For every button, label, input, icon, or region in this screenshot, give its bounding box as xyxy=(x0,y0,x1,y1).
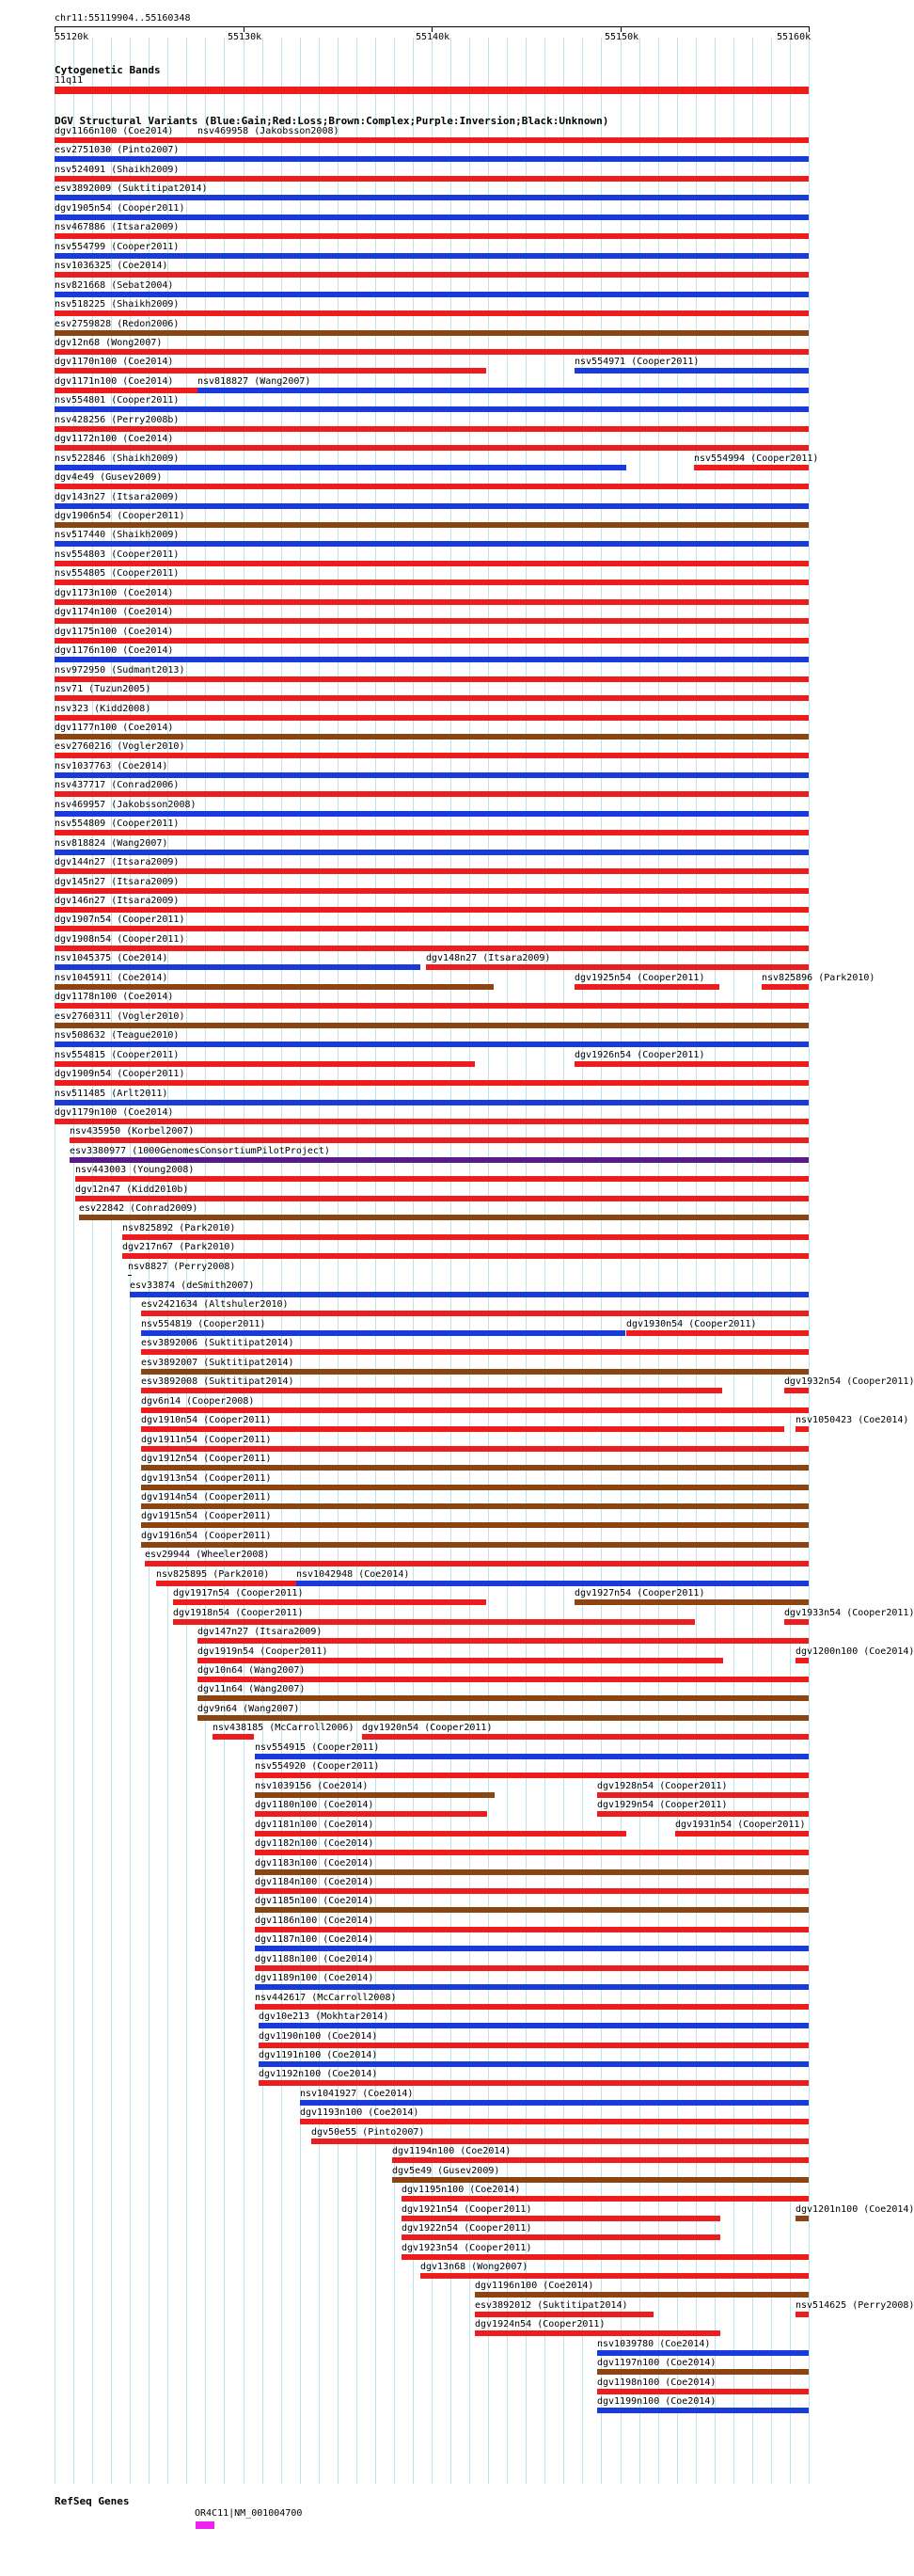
variant-bar[interactable] xyxy=(75,1196,809,1201)
variant-bar[interactable] xyxy=(55,349,809,355)
region-label: chr11:55119904..55160348 xyxy=(55,13,191,24)
variant-bar[interactable] xyxy=(141,1388,722,1393)
variant-bar[interactable] xyxy=(141,1446,809,1452)
variant-bar[interactable] xyxy=(402,2234,720,2240)
variant-bar[interactable] xyxy=(55,657,809,662)
variant-bar[interactable] xyxy=(55,791,809,797)
variant-bar[interactable] xyxy=(402,2196,809,2202)
refseq-gene-or4c11[interactable] xyxy=(196,2521,214,2529)
variant-bar[interactable] xyxy=(55,1061,475,1067)
variant-label: nsv8827 (Perry2008) xyxy=(128,1262,236,1272)
variant-label: dgv1176n100 (Coe2014) xyxy=(55,645,174,656)
variant-bar[interactable] xyxy=(141,1542,809,1548)
variant-bar[interactable] xyxy=(311,2139,809,2144)
variant-label: dgv1177n100 (Coe2014) xyxy=(55,723,174,733)
variant-label: nsv554920 (Cooper2011) xyxy=(255,1761,380,1772)
variant-label: dgv1201n100 (Coe2014) xyxy=(796,2204,914,2215)
variant-label: nsv469958 (Jakobsson2008) xyxy=(197,126,339,136)
variant-label: dgv1180n100 (Coe2014) xyxy=(255,1800,374,1810)
variant-bar[interactable] xyxy=(300,2100,809,2106)
variant-label: dgv12n47 (Kidd2010b) xyxy=(75,1185,189,1195)
variant-bar[interactable] xyxy=(255,1888,809,1894)
variant-label: dgv1170n100 (Coe2014) xyxy=(55,357,174,367)
variant-bar[interactable] xyxy=(55,406,809,412)
variant-bar[interactable] xyxy=(575,1599,809,1605)
variant-bar[interactable] xyxy=(213,1734,254,1740)
variant-label: nsv435950 (Korbel2007) xyxy=(70,1126,195,1137)
variant-bar[interactable] xyxy=(784,1388,809,1393)
variant-bar[interactable] xyxy=(55,964,420,970)
variant-bar[interactable] xyxy=(55,830,809,835)
variant-label: dgv1932n54 (Cooper2011) xyxy=(784,1376,914,1387)
variant-label: esv3380977 (1000GenomesConsortiumPilotProject) xyxy=(70,1146,330,1156)
variant-label: esv2421634 (Altshuler2010) xyxy=(141,1299,289,1310)
ruler-tick-label: 55140k xyxy=(416,32,450,42)
variant-bar[interactable] xyxy=(79,1215,809,1220)
variant-label: esv3892012 (Suktitipat2014) xyxy=(475,2300,628,2311)
variant-label: dgv1189n100 (Coe2014) xyxy=(255,1973,374,1983)
variant-bar[interactable] xyxy=(55,195,809,200)
variant-bar[interactable] xyxy=(55,926,809,931)
variant-label: dgv1182n100 (Coe2014) xyxy=(255,1838,374,1849)
variant-bar[interactable] xyxy=(55,1080,809,1086)
variant-bar[interactable] xyxy=(55,215,809,220)
variant-bar[interactable] xyxy=(255,1754,809,1759)
variant-bar[interactable] xyxy=(55,310,809,316)
variant-bar[interactable] xyxy=(55,888,809,894)
variant-label: dgv1188n100 (Coe2014) xyxy=(255,1954,374,1964)
variant-bar[interactable] xyxy=(255,1984,809,1990)
variant-bar[interactable] xyxy=(255,1927,809,1932)
cytogenetic-track-title: Cytogenetic Bands xyxy=(55,64,161,76)
variant-label: esv3892009 (Suktitipat2014) xyxy=(55,183,208,194)
position-ruler xyxy=(0,24,837,45)
variant-label: esv3892007 (Suktitipat2014) xyxy=(141,1358,294,1368)
variant-bar[interactable] xyxy=(362,1734,809,1740)
variant-label: dgv1183n100 (Coe2014) xyxy=(255,1858,374,1868)
variant-bar[interactable] xyxy=(122,1234,809,1240)
refseq-track-title: RefSeq Genes xyxy=(55,2495,130,2507)
variant-bar[interactable] xyxy=(296,1581,809,1586)
variant-label: esv2759828 (Redon2006) xyxy=(55,319,180,329)
variant-label: dgv1185n100 (Coe2014) xyxy=(255,1896,374,1906)
variant-label: dgv1933n54 (Cooper2011) xyxy=(784,1608,914,1618)
variant-bar[interactable] xyxy=(255,1850,809,1855)
variant-label: nsv972950 (Sudmant2013) xyxy=(55,665,185,676)
variant-label: dgv1166n100 (Coe2014) xyxy=(55,126,174,136)
variant-label: dgv1178n100 (Coe2014) xyxy=(55,992,174,1002)
variant-label: dgv1922n54 (Cooper2011) xyxy=(402,2223,532,2234)
variant-bar[interactable] xyxy=(197,1658,723,1663)
variant-bar[interactable] xyxy=(55,1100,809,1105)
variant-bar[interactable] xyxy=(70,1157,809,1163)
variant-bar[interactable] xyxy=(575,1061,809,1067)
variant-label: nsv1050423 (Coe2014) xyxy=(796,1415,909,1425)
variant-bar[interactable] xyxy=(55,618,809,624)
variant-label: dgv1173n100 (Coe2014) xyxy=(55,588,174,598)
variant-bar[interactable] xyxy=(141,1369,809,1375)
variant-bar[interactable] xyxy=(173,1619,695,1625)
variant-label: nsv554815 (Cooper2011) xyxy=(55,1050,180,1060)
variant-label: dgv10e213 (Mokhtar2014) xyxy=(259,2012,389,2022)
variant-bar[interactable] xyxy=(55,715,809,721)
variant-label: nsv554819 (Cooper2011) xyxy=(141,1319,266,1329)
variant-label: dgv1927n54 (Cooper2011) xyxy=(575,1588,705,1598)
variant-bar[interactable] xyxy=(70,1137,809,1143)
variant-bar[interactable] xyxy=(55,580,809,585)
variant-label: dgv146n27 (Itsara2009) xyxy=(55,896,180,906)
variant-label: dgv1923n54 (Cooper2011) xyxy=(402,2243,532,2253)
variant-label: dgv1917n54 (Cooper2011) xyxy=(173,1588,304,1598)
variant-label: nsv522846 (Shaikh2009) xyxy=(55,453,180,464)
variant-label: dgv1926n54 (Cooper2011) xyxy=(575,1050,705,1060)
variant-bar[interactable] xyxy=(475,2330,720,2336)
variant-label: dgv13n68 (Wong2007) xyxy=(420,2262,528,2272)
variant-label: dgv1179n100 (Coe2014) xyxy=(55,1107,174,1118)
variant-label: nsv428256 (Perry2008b) xyxy=(55,415,180,425)
variant-label: dgv1931n54 (Cooper2011) xyxy=(675,1820,806,1830)
variant-label: esv2751030 (Pinto2007) xyxy=(55,145,180,155)
variant-bar[interactable] xyxy=(255,1792,495,1798)
variant-label: nsv469957 (Jakobsson2008) xyxy=(55,800,197,810)
variant-label: dgv50e55 (Pinto2007) xyxy=(311,2127,425,2138)
variant-label: dgv5e49 (Gusev2009) xyxy=(392,2166,500,2176)
variant-bar[interactable] xyxy=(255,1907,809,1913)
variant-label: dgv1191n100 (Coe2014) xyxy=(259,2050,378,2060)
variant-label: esv3892006 (Suktitipat2014) xyxy=(141,1338,294,1348)
variant-bar[interactable] xyxy=(575,368,809,374)
variant-bar[interactable] xyxy=(55,503,809,509)
variant-label: dgv1925n54 (Cooper2011) xyxy=(575,973,705,983)
variant-label: dgv1924n54 (Cooper2011) xyxy=(475,2319,606,2330)
variant-label: dgv144n27 (Itsara2009) xyxy=(55,857,180,867)
variant-bar[interactable] xyxy=(55,156,809,162)
variant-bar[interactable] xyxy=(55,984,494,990)
variant-bar[interactable] xyxy=(197,137,809,143)
variant-bar[interactable] xyxy=(55,561,809,566)
dgv-track-title: DGV Structural Variants (Blue:Gain;Red:Loss;Brown:Complex;Purple:Inversion;Black:Unknown) xyxy=(55,115,609,127)
variant-bar[interactable] xyxy=(675,1831,809,1837)
variant-label: dgv4e49 (Gusev2009) xyxy=(55,472,163,483)
variant-bar[interactable] xyxy=(55,638,809,644)
variant-label: nsv1041927 (Coe2014) xyxy=(300,2089,414,2099)
variant-bar[interactable] xyxy=(796,2312,809,2317)
variant-bar[interactable] xyxy=(259,2023,809,2028)
variant-label: dgv145n27 (Itsara2009) xyxy=(55,877,180,887)
variant-label: nsv1036325 (Coe2014) xyxy=(55,261,168,271)
variant-bar[interactable] xyxy=(597,1811,809,1817)
variant-label: dgv1194n100 (Coe2014) xyxy=(392,2146,512,2156)
variant-bar[interactable] xyxy=(402,2216,720,2221)
variant-label: nsv467886 (Itsara2009) xyxy=(55,222,180,232)
variant-bar[interactable] xyxy=(55,522,809,528)
variant-bar[interactable] xyxy=(55,1003,809,1009)
variant-label: nsv1045375 (Coe2014) xyxy=(55,953,168,963)
variant-label: esv29944 (Wheeler2008) xyxy=(145,1550,270,1560)
variant-label: nsv1039780 (Coe2014) xyxy=(597,2339,711,2349)
variant-bar[interactable] xyxy=(796,1426,809,1432)
variant-bar[interactable] xyxy=(55,272,809,278)
variant-bar[interactable] xyxy=(55,1119,809,1124)
cyto-band-label: 11q11 xyxy=(55,75,84,86)
variant-bar[interactable] xyxy=(141,1522,809,1528)
variant-label: dgv1190n100 (Coe2014) xyxy=(259,2031,378,2042)
variant-label: nsv442617 (McCarroll2008) xyxy=(255,1993,397,2003)
variant-label: nsv554809 (Cooper2011) xyxy=(55,819,180,829)
variant-label: dgv1918n54 (Cooper2011) xyxy=(173,1608,304,1618)
variant-label: nsv438185 (McCarroll2006) xyxy=(213,1723,355,1733)
variant-bar[interactable] xyxy=(255,2004,809,2010)
variant-label: dgv1181n100 (Coe2014) xyxy=(255,1820,374,1830)
variant-label: dgv1174n100 (Coe2014) xyxy=(55,607,174,617)
variant-label: dgv1919n54 (Cooper2011) xyxy=(197,1646,328,1657)
variant-label: nsv443003 (Young2008) xyxy=(75,1165,195,1175)
variant-bar[interactable] xyxy=(475,2292,809,2298)
ruler-tick-label: 55150k xyxy=(605,32,639,42)
variant-label: nsv518225 (Shaikh2009) xyxy=(55,299,180,310)
variant-label: nsv1045911 (Coe2014) xyxy=(55,973,168,983)
variant-label: dgv1198n100 (Coe2014) xyxy=(597,2377,717,2388)
variant-bar[interactable] xyxy=(55,695,809,701)
variant-label: nsv554994 (Cooper2011) xyxy=(694,453,819,464)
variant-bar[interactable] xyxy=(259,2080,809,2086)
variant-bar[interactable] xyxy=(426,964,809,970)
variant-label: dgv1196n100 (Coe2014) xyxy=(475,2281,594,2291)
variant-label: dgv1930n54 (Cooper2011) xyxy=(626,1319,757,1329)
variant-label: dgv1175n100 (Coe2014) xyxy=(55,627,174,637)
variant-label: nsv554915 (Cooper2011) xyxy=(255,1742,380,1753)
variant-label: dgv1912n54 (Cooper2011) xyxy=(141,1454,272,1464)
variant-bar[interactable] xyxy=(255,1831,626,1837)
variant-bar[interactable] xyxy=(197,388,809,393)
variant-bar[interactable] xyxy=(255,1869,809,1875)
variant-label: dgv1192n100 (Coe2014) xyxy=(259,2069,378,2079)
variant-bar[interactable] xyxy=(255,1773,809,1778)
variant-label: esv33874 (deSmith2007) xyxy=(130,1280,255,1291)
variant-bar[interactable] xyxy=(141,1485,809,1490)
variant-label: dgv1184n100 (Coe2014) xyxy=(255,1877,374,1887)
variant-label: dgv1928n54 (Cooper2011) xyxy=(597,1781,728,1791)
variant-bar[interactable] xyxy=(475,2312,654,2317)
variant-bar[interactable] xyxy=(55,734,809,739)
variant-bar[interactable] xyxy=(75,1176,809,1182)
variant-label: dgv1910n54 (Cooper2011) xyxy=(141,1415,272,1425)
variant-bar[interactable] xyxy=(141,1503,809,1509)
variant-bar[interactable] xyxy=(55,1042,809,1047)
variant-bar[interactable] xyxy=(122,1253,809,1259)
variant-bar[interactable] xyxy=(55,599,809,605)
variant-label: dgv1929n54 (Cooper2011) xyxy=(597,1800,728,1810)
variant-label: nsv554801 (Cooper2011) xyxy=(55,395,180,405)
variant-label: dgv1200n100 (Coe2014) xyxy=(796,1646,914,1657)
variant-bar[interactable] xyxy=(597,2369,809,2375)
variant-bar[interactable] xyxy=(141,1330,625,1336)
variant-label: dgv9n64 (Wang2007) xyxy=(197,1704,300,1714)
ruler-tick-label: 55160k xyxy=(777,32,812,42)
variant-label: dgv1921n54 (Cooper2011) xyxy=(402,2204,532,2215)
variant-label: dgv1187n100 (Coe2014) xyxy=(255,1934,374,1945)
variant-label: dgv1913n54 (Cooper2011) xyxy=(141,1473,272,1484)
variant-label: dgv148n27 (Itsara2009) xyxy=(426,953,551,963)
variant-bar[interactable] xyxy=(55,811,809,817)
variant-label: dgv147n27 (Itsara2009) xyxy=(197,1627,323,1637)
variant-label: dgv1914n54 (Cooper2011) xyxy=(141,1492,272,1503)
variant-bar[interactable] xyxy=(402,2254,809,2260)
variant-bar[interactable] xyxy=(392,2177,809,2183)
variant-label: dgv6n14 (Cooper2008) xyxy=(141,1396,255,1407)
variant-label: esv22842 (Conrad2009) xyxy=(79,1203,198,1214)
variant-bar[interactable] xyxy=(55,676,809,682)
variant-bar[interactable] xyxy=(128,1275,132,1276)
variant-bar[interactable] xyxy=(55,292,809,297)
variant-bar[interactable] xyxy=(55,426,809,432)
variant-bar[interactable] xyxy=(255,1946,809,1951)
variant-bar[interactable] xyxy=(197,1677,809,1682)
variant-label: nsv554799 (Cooper2011) xyxy=(55,242,180,252)
refseq-gene-label: OR4C11|NM_001004700 xyxy=(195,2508,303,2519)
variant-bar[interactable] xyxy=(255,1965,809,1971)
variant-label: nsv1042948 (Coe2014) xyxy=(296,1569,410,1580)
variant-bar[interactable] xyxy=(55,253,809,259)
variant-label: nsv818824 (Wang2007) xyxy=(55,838,168,849)
variant-label: nsv818827 (Wang2007) xyxy=(197,376,311,387)
variant-bar[interactable] xyxy=(141,1465,809,1471)
variant-label: dgv1916n54 (Cooper2011) xyxy=(141,1531,272,1541)
variant-label: dgv217n67 (Park2010) xyxy=(122,1242,236,1252)
variant-bar[interactable] xyxy=(259,2043,809,2048)
variant-bar[interactable] xyxy=(55,465,626,470)
variant-bar[interactable] xyxy=(55,907,809,913)
variant-bar[interactable] xyxy=(55,484,809,489)
variant-label: dgv1915n54 (Cooper2011) xyxy=(141,1511,272,1521)
variant-label: nsv508632 (Teague2010) xyxy=(55,1030,180,1041)
variant-label: nsv1039156 (Coe2014) xyxy=(255,1781,369,1791)
variant-label: nsv524091 (Shaikh2009) xyxy=(55,165,180,175)
variant-bar[interactable] xyxy=(141,1349,809,1355)
variant-bar[interactable] xyxy=(55,176,809,182)
variant-label: nsv1037763 (Coe2014) xyxy=(55,761,168,771)
cyto-band[interactable] xyxy=(55,87,809,94)
variant-label: nsv825896 (Park2010) xyxy=(762,973,875,983)
variant-label: dgv1907n54 (Cooper2011) xyxy=(55,914,185,925)
variant-bar[interactable] xyxy=(55,946,809,951)
variant-bar[interactable] xyxy=(141,1426,784,1432)
variant-bar[interactable] xyxy=(173,1599,486,1605)
variant-bar[interactable] xyxy=(784,1619,809,1625)
variant-bar[interactable] xyxy=(597,2350,809,2356)
variant-label: dgv1906n54 (Cooper2011) xyxy=(55,511,185,521)
variant-bar[interactable] xyxy=(55,868,809,874)
variant-bar[interactable] xyxy=(197,1638,809,1644)
variant-label: dgv143n27 (Itsara2009) xyxy=(55,492,180,502)
variant-bar[interactable] xyxy=(55,368,486,374)
variant-label: dgv1197n100 (Coe2014) xyxy=(597,2358,717,2368)
variant-label: dgv1199n100 (Coe2014) xyxy=(597,2396,717,2407)
variant-bar[interactable] xyxy=(626,1330,809,1336)
variant-label: nsv554803 (Cooper2011) xyxy=(55,549,180,560)
variant-bar[interactable] xyxy=(141,1311,809,1316)
variant-label: nsv514625 (Perry2008) xyxy=(796,2300,914,2311)
variant-label: dgv11n64 (Wang2007) xyxy=(197,1684,306,1694)
variant-label: nsv825892 (Park2010) xyxy=(122,1223,236,1233)
variant-label: dgv1186n100 (Coe2014) xyxy=(255,1916,374,1926)
variant-bar[interactable] xyxy=(55,541,809,547)
variant-bar[interactable] xyxy=(420,2273,809,2279)
variant-label: nsv437717 (Conrad2006) xyxy=(55,780,180,790)
variant-bar[interactable] xyxy=(575,984,719,990)
variant-label: dgv10n64 (Wang2007) xyxy=(197,1665,306,1676)
variant-bar[interactable] xyxy=(55,445,809,451)
variant-bar[interactable] xyxy=(197,1715,809,1721)
variant-bar[interactable] xyxy=(55,1023,809,1028)
variant-label: nsv71 (Tuzun2005) xyxy=(55,684,151,694)
variant-bar[interactable] xyxy=(55,850,809,855)
variant-label: nsv323 (Kidd2008) xyxy=(55,704,151,714)
variant-bar[interactable] xyxy=(796,1658,809,1663)
variant-bar[interactable] xyxy=(762,984,809,990)
variant-label: nsv511485 (Arlt2011) xyxy=(55,1089,168,1099)
variant-label: nsv517440 (Shaikh2009) xyxy=(55,530,180,540)
ruler-tick-label: 55130k xyxy=(228,32,262,42)
variant-label: dgv1195n100 (Coe2014) xyxy=(402,2185,521,2195)
variant-bar[interactable] xyxy=(597,1792,809,1798)
variant-label: dgv1911n54 (Cooper2011) xyxy=(141,1435,272,1445)
variant-label: dgv1905n54 (Cooper2011) xyxy=(55,203,185,214)
variant-bar[interactable] xyxy=(55,753,809,758)
variant-bar[interactable] xyxy=(55,233,809,239)
variant-bar[interactable] xyxy=(392,2157,809,2163)
variant-label: dgv1171n100 (Coe2014) xyxy=(55,376,174,387)
variant-bar[interactable] xyxy=(145,1561,809,1566)
variant-bar[interactable] xyxy=(55,772,809,778)
variant-label: esv2760216 (Vogler2010) xyxy=(55,741,185,752)
variant-label: nsv554971 (Cooper2011) xyxy=(575,357,700,367)
variant-label: dgv1193n100 (Coe2014) xyxy=(300,2107,419,2118)
variant-label: esv3892008 (Suktitipat2014) xyxy=(141,1376,294,1387)
variant-bar[interactable] xyxy=(141,1407,809,1413)
variant-label: dgv1172n100 (Coe2014) xyxy=(55,434,174,444)
variant-label: esv2760311 (Vogler2010) xyxy=(55,1011,185,1022)
variant-label: dgv1920n54 (Cooper2011) xyxy=(362,1723,493,1733)
variant-label: nsv825895 (Park2010) xyxy=(156,1569,270,1580)
variant-bar[interactable] xyxy=(259,2061,809,2067)
variant-label: nsv554805 (Cooper2011) xyxy=(55,568,180,579)
variant-bar[interactable] xyxy=(597,2389,809,2394)
variant-bar[interactable] xyxy=(197,1695,809,1701)
variant-label: dgv1908n54 (Cooper2011) xyxy=(55,934,185,945)
variant-bar[interactable] xyxy=(55,330,809,336)
variant-bar[interactable] xyxy=(130,1292,809,1297)
ruler-tick-label: 55120k xyxy=(55,32,89,42)
variant-bar[interactable] xyxy=(255,1811,487,1817)
variant-bar[interactable] xyxy=(300,2119,809,2124)
variant-bar[interactable] xyxy=(597,2408,809,2413)
variant-bar[interactable] xyxy=(694,465,809,470)
variant-bar[interactable] xyxy=(796,2216,809,2221)
variant-label: dgv1909n54 (Cooper2011) xyxy=(55,1069,185,1079)
variant-label: dgv12n68 (Wong2007) xyxy=(55,338,163,348)
variant-label: nsv821668 (Sebat2004) xyxy=(55,280,174,291)
